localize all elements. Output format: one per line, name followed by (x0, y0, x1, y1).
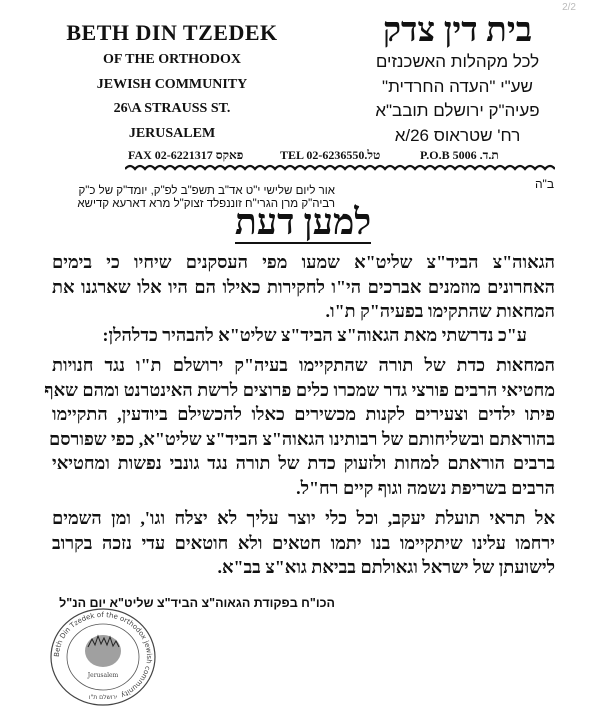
court-stamp (38, 603, 168, 711)
svg-text:Beth Din Tzedek of the orthodo: Beth Din Tzedek of the orthodox jewish community (52, 610, 154, 700)
document-title (0, 202, 606, 244)
letterhead-hebrew (365, 12, 550, 148)
paragraph-1 (52, 250, 555, 324)
paragraph-3 (44, 353, 555, 500)
dateline-line: רביה"ק מרן הגרי"ח זוננפלד זצוק"ל מרא דארעא קדישא (77, 198, 335, 210)
city-line: פעיה"ק ירושלם תובב"א (375, 101, 540, 120)
page-number-mark: 2/2 (562, 2, 576, 13)
text-line: אל תראי תועלת יעקב, וכל כלי יוצר עליך לא יצלח וגו', ומן השמים (52, 508, 555, 528)
org-line: OF THE ORTHODOX (103, 52, 241, 67)
po-box: P.O.B 5006 .ת.ד (420, 148, 499, 162)
paragraph-2 (52, 323, 555, 348)
text-line: ע"כ נדרשתי מאת הגאוה"צ הביד"צ שליט"א להבהיר כדלהלן: (102, 325, 527, 345)
text-line: ירחמו עלינו שיתקיימו בנו יתמו חטאים ולא חוטאים עדי נזכה בקרוב (52, 532, 555, 553)
text-line: הרבים בשריפת נשמה וגוף קיים רח"ל. (296, 477, 555, 498)
text-line: בהוראתם ובשליחותם של רבותינו הגאוה"צ הביד"צ שליט"א, כפי שפורסם (49, 428, 555, 449)
wavy-divider (125, 163, 555, 173)
address-line: רח' שטראוס 26/א (394, 125, 521, 145)
org-name-english: BETH DIN TZEDEK (66, 20, 278, 45)
letterhead-english (62, 18, 282, 146)
address-line: 26\A STRAUSS ST. (113, 101, 231, 116)
text-line: לישועתן של ישראל וגאולתם בביאת גוא"צ בב"א. (217, 557, 555, 577)
signature-line: הכו"ח בפקודת הגאוה"צ הביד"צ שליט"א יום הנ"ל (59, 596, 335, 610)
bh-mark: ב"ה (534, 177, 554, 191)
paragraph-4 (52, 506, 555, 580)
svg-text:Jerusalem: Jerusalem (87, 672, 119, 679)
text-line: האחרונים מוזמנים אברכים הי"ו לחקירות כאילו הם היו אלו שארגנו את (52, 276, 555, 297)
tel-number: TEL 02-6236550.טל (280, 148, 381, 162)
text-line: המחאות כדת של תורה שהתקיימו בעיה"ק ירושלם ת"ו נגד חנויות (52, 355, 555, 375)
text-line: המחאות שהתקימו בפעיה"ק ת"ו. (325, 301, 555, 321)
org-line: JEWISH COMMUNITY (96, 76, 248, 92)
text-line: ברבים הוראתם למחות ולזעוק כדת של תורה נגד גונבי נפשות ומחטיאי (52, 453, 555, 473)
dateline-line: אור ליום שלישי י"ט אד"ב תשפ"ב לפ"ק, יומד"ק של כ"ק (78, 185, 335, 197)
org-line: לכל מקהלות האשכנזים (375, 52, 540, 71)
city-line: JERUSALEM (128, 125, 216, 141)
fax-number: FAX 02-6221317 פאקס (128, 148, 244, 162)
title-text: למען דעת (234, 202, 372, 242)
text-line: פיתו ילדים וצעירים לקנות מכשירים כאלו להכשילם ביודעין, התקיימו (52, 404, 555, 424)
text-line: מחטיאי הרבים פורצי גדר שמכרו כלים פרוצים לרשת האינטרנט ומהם שאף (44, 379, 555, 400)
svg-text:ירושלם ת"ו: ירושלם ת"ו (88, 694, 118, 701)
org-line: שע"י "העדה החרדית" (382, 76, 533, 96)
text-line: הגאוה"צ הביד"צ שליט"א שמעו מפי העסקנים שיחיו כי בימים (52, 252, 555, 272)
org-name-hebrew: בית דין צדק (382, 12, 533, 49)
